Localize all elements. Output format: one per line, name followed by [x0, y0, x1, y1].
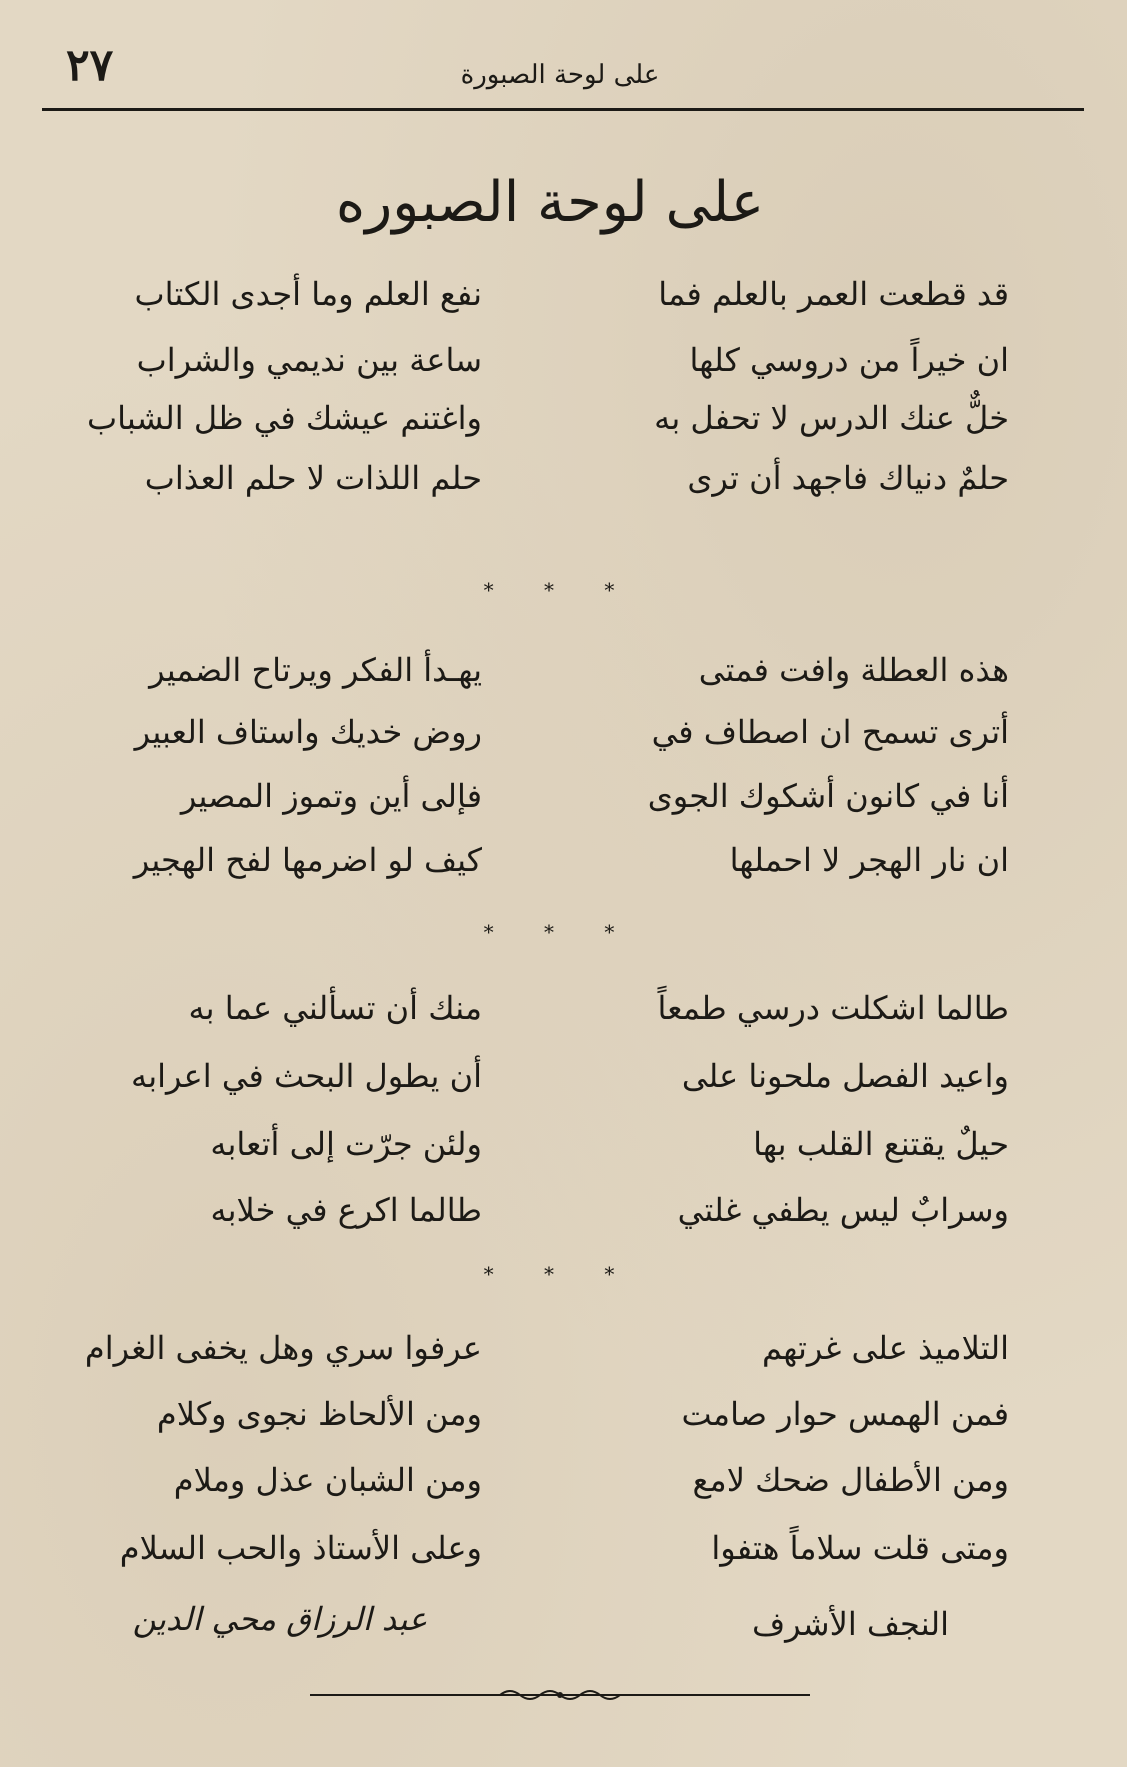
verse-right: ان خيراً من دروسي كلها: [689, 341, 1009, 379]
verse-left: ولئن جرّت إلى أتعابه: [210, 1125, 482, 1163]
stanza-separator: * * *: [483, 578, 637, 602]
verse-left: ومن الألحاظ نجوى وكلام: [156, 1395, 482, 1433]
verse-right: أترى تسمح ان اصطاف في: [651, 713, 1009, 751]
verse-left: أن يطول البحث في اعرابه: [131, 1057, 482, 1095]
verse-left: وعلى الأستاذ والحب السلام: [119, 1529, 482, 1567]
verse-right: حلمٌ دنياك فاجهد أن ترى: [687, 459, 1009, 497]
verse-right: التلاميذ على غرتهم: [761, 1329, 1009, 1367]
verse-left: ساعة بين نديمي والشراب: [136, 341, 482, 379]
verse-right: ومتى قلت سلاماً هتفوا: [711, 1529, 1009, 1567]
verse-right: أنا في كانون أشكوك الجوى: [647, 777, 1009, 815]
running-title: على لوحة الصبورة: [460, 60, 660, 90]
verse-right: قد قطعت العمر بالعلم فما: [658, 275, 1009, 313]
verse-right: حيلٌ يقتنع القلب بها: [753, 1125, 1009, 1163]
header-rule: [42, 108, 1084, 111]
verse-left: فإلى أين وتموز المصير: [180, 777, 482, 815]
place-name: النجف الأشرف: [751, 1605, 949, 1643]
verse-right: واعيد الفصل ملحونا على: [681, 1057, 1009, 1095]
verse-right: هذه العطلة وافت فمتى: [698, 651, 1009, 689]
verse-left: نفع العلم وما أجدى الكتاب: [134, 275, 482, 313]
verse-left: طالما اكرع في خلابه: [210, 1191, 482, 1229]
stanza-separator: * * *: [483, 1262, 637, 1286]
author-signature: عبد الرزاق محي الدين: [132, 1600, 428, 1638]
verse-right: ومن الأطفال ضحك لامع: [692, 1461, 1009, 1499]
verse-left: عرفوا سري وهل يخفى الغرام: [84, 1329, 482, 1367]
verse-left: روض خديك واستاف العبير: [134, 713, 482, 751]
verse-left: كيف لو اضرمها لفح الهجير: [133, 841, 482, 879]
verse-left: يهـدأ الفكر ويرتاح الضمير: [149, 651, 482, 689]
verse-right: ان نار الهجر لا احملها: [729, 841, 1009, 879]
verse-left: ومن الشبان عذل وملام: [173, 1461, 482, 1499]
verse-right: وسرابٌ ليس يطفي غلتي: [677, 1191, 1009, 1229]
verse-left: منك أن تسألني عما به: [188, 989, 482, 1027]
poem-title: على لوحة الصبوره: [335, 170, 765, 235]
ornament-divider: [310, 1685, 810, 1705]
stanza-separator: * * *: [483, 920, 637, 944]
verse-right: خلٌّ عنك الدرس لا تحفل به: [654, 399, 1009, 437]
verse-left: حلم اللذات لا حلم العذاب: [144, 459, 482, 497]
verse-right: طالما اشكلت درسي طمعاً: [657, 989, 1009, 1027]
page-number: ٢٧: [66, 40, 114, 91]
verse-right: فمن الهمس حوار صامت: [681, 1395, 1009, 1433]
verse-left: واغتنم عيشك في ظل الشباب: [86, 399, 482, 437]
